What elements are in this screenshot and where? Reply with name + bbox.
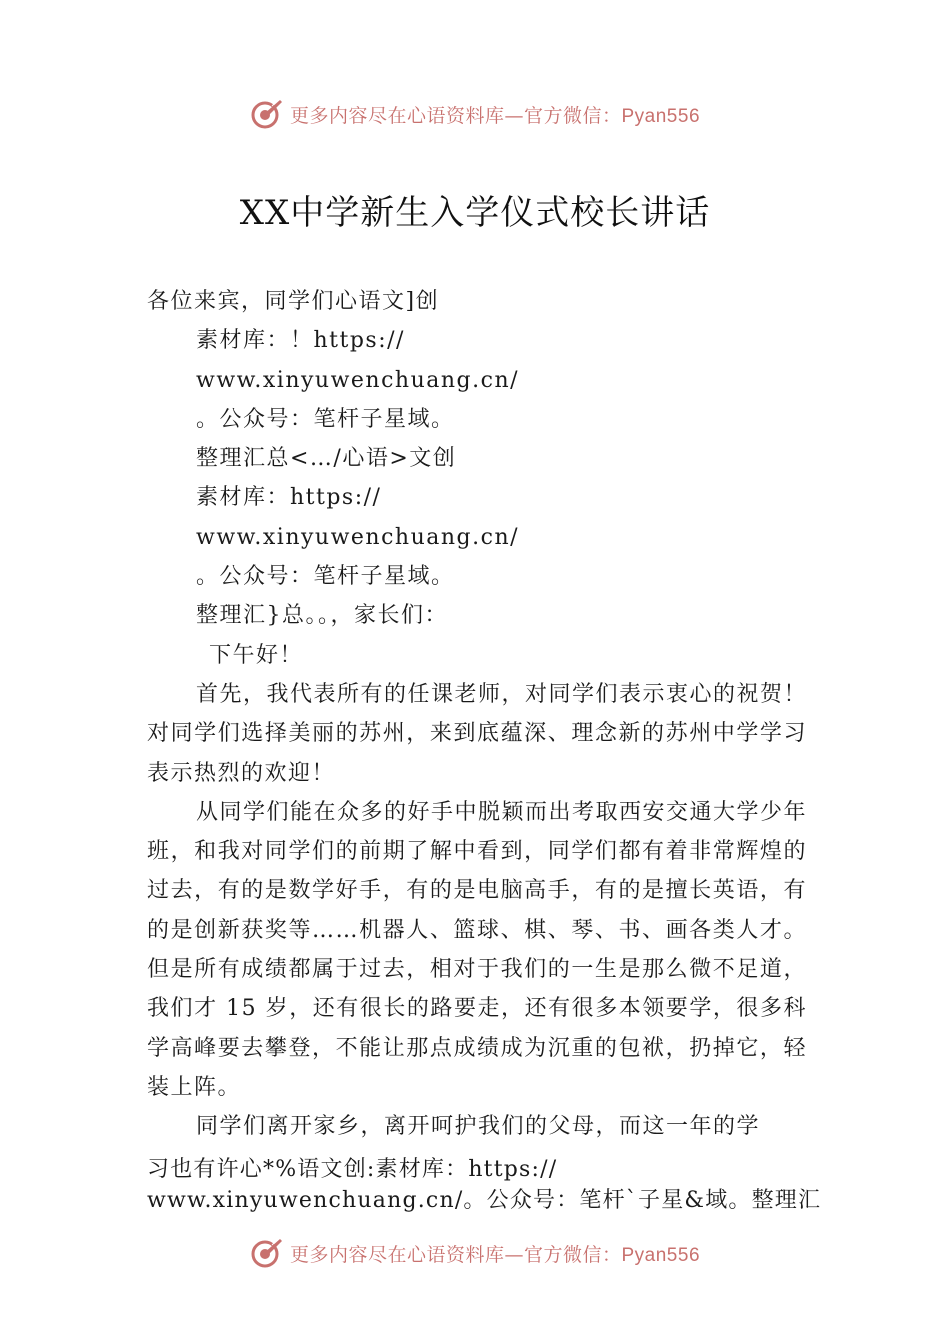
top-banner-content (250, 97, 700, 131)
greeting-line: 整理汇}总。。，家长们： (196, 603, 448, 629)
top-banner (0, 94, 950, 134)
banner-wechat-id: Pyan556 (621, 1244, 701, 1266)
banner-label: 更多内容尽在心语资料库—官方微信： (289, 104, 622, 127)
banner-label: 更多内容尽在心语资料库—官方微信： (289, 1243, 622, 1266)
bottom-banner (0, 1233, 950, 1273)
footer-text (147, 1154, 822, 1216)
greeting-line: 素材库：！https:// (196, 328, 405, 354)
footer-line: www.xinyuwenchuang.cn/。公众号：笔杆`子星&域。整理汇 (147, 1188, 822, 1213)
greeting-line: 整理汇总<…/心语>文创 (196, 446, 457, 472)
greeting-line: 。公众号：笔杆子星域。 (196, 564, 455, 590)
document-title: XX中学新生入学仪式校长讲话 (239, 193, 711, 233)
footer-line: 习也有许心*%语文创:素材库：https:// (147, 1157, 558, 1182)
paragraph-3: 同学们离开家乡，离开呵护我们的父母，而这一年的学 (196, 1114, 761, 1140)
document-body (147, 282, 807, 1147)
greeting-line: www.xinyuwenchuang.cn/ (196, 524, 520, 550)
pen-circle-logo-icon (250, 1236, 284, 1270)
salutation: 下午好！ (209, 642, 304, 668)
paragraph-1: 首先，我代表所有的任课老师，对同学们表示衷心的祝贺！对同学们选择美丽的苏州，来到底蕴深、理念新的苏州中学学习表示热烈的欢迎！ (147, 681, 808, 786)
paragraph-2: 从同学们能在众多的好手中脱颖而出考取西安交通大学少年班，和我对同学们的前期了解中看到，同学们都有着非常辉煌的过去，有的是数学好手，有的是电脑高手，有的是擅长英语，有的是创新获奖等……机器人、篮球、棋、琴、书、画各类人才。但是所有成绩都属于过去，相对于我们的一生是那么微不足道，我们才 15 岁，还有很长的路要走，还有很多本领要学，很多科学高峰要去攀登，不能让那点成绩成为沉重的包袱，扔掉它，轻装上阵。 (147, 799, 808, 1100)
pen-circle-logo-icon (250, 97, 284, 131)
greeting-line: www.xinyuwenchuang.cn/ (196, 367, 520, 393)
bottom-banner-content (250, 1236, 700, 1270)
top-banner-text (290, 101, 700, 128)
bottom-banner-text (290, 1240, 700, 1267)
greeting-line: 。公众号：笔杆子星域。 (196, 406, 455, 432)
greeting-line: 各位来宾，同学们心语文]创 (147, 289, 440, 314)
greeting-line: 素材库：https:// (196, 485, 382, 511)
banner-wechat-id: Pyan556 (621, 105, 701, 127)
